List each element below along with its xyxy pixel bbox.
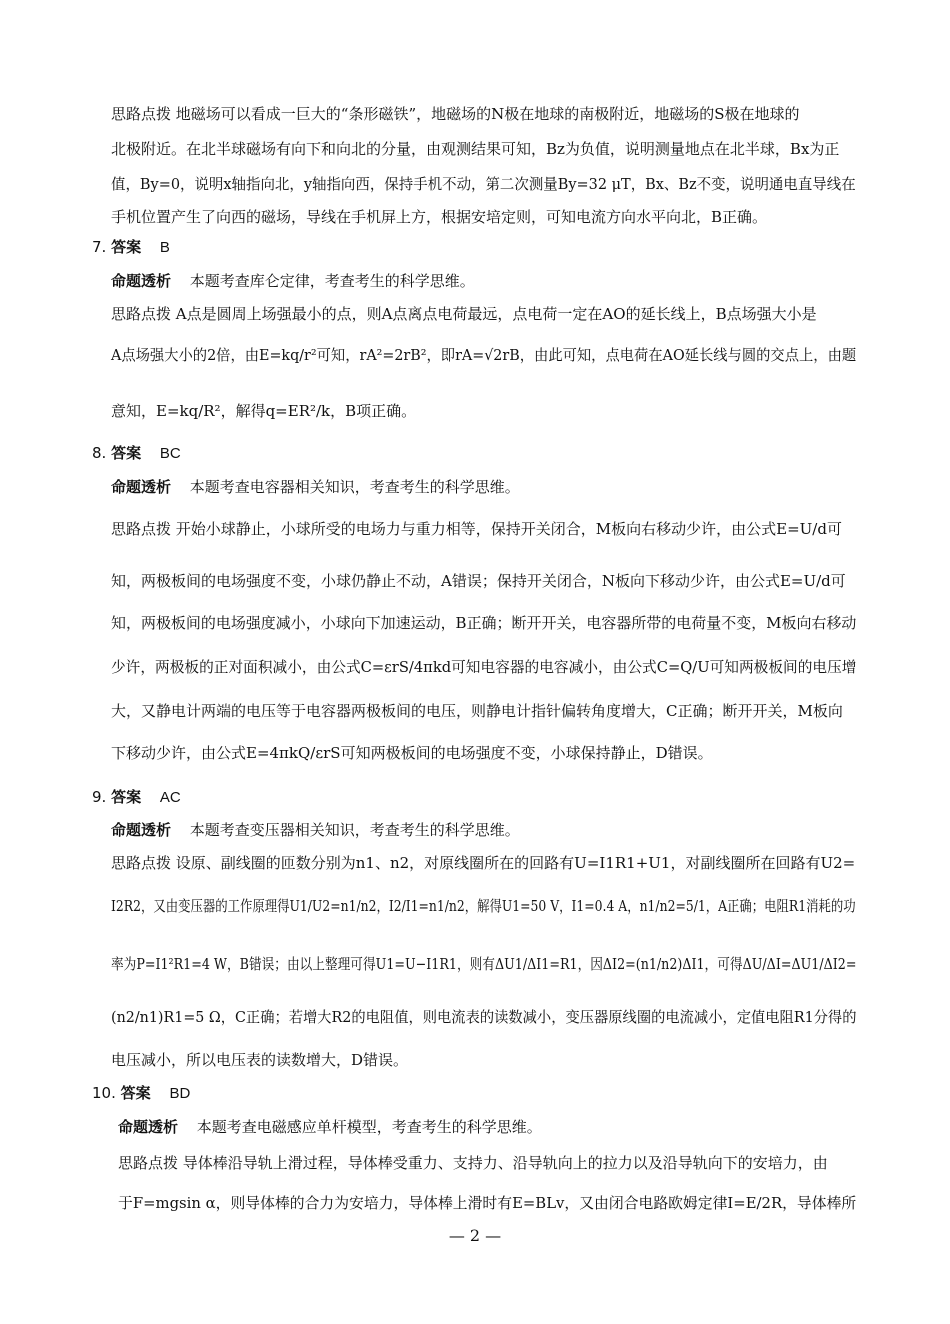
q7-line-1: 思路点拨 A点是圆周上场强最小的点，则A点离点电荷最远，点电荷一定在AO的延长线上，B点场强大小是 (111, 305, 817, 323)
q8-intent-text: 本题考查电容器相关知识，考查考生的科学思维。 (189, 478, 520, 496)
q9-line-3: 率为P=I1²R1=4 W，B错误；由以上整理可得U1=U−I1R1，则有ΔU1/ΔI1=R1，因ΔI2=(n1/n2)ΔI1，可得ΔU/ΔI=ΔU1/ΔI2= (111, 955, 857, 973)
q6-line-1: 思路点拨 地磁场可以看成一巨大的“条形磁铁”，地磁场的N极在地球的南极附近，地磁场的S极在地球的 (111, 105, 800, 123)
q8-line-1: 思路点拨 开始小球静止，小球所受的电场力与重力相等，保持开关闭合，M板向右移动少许，由公式E=U/d可 (111, 520, 842, 538)
q7-intent-text: 本题考查库仑定律，考查考生的科学思维。 (189, 272, 475, 290)
q9-line-5: 电压减小，所以电压表的读数增大，D错误。 (111, 1051, 409, 1069)
q6-line-4: 手机位置产生了向西的磁场，导线在手机屏上方，根据安培定则，可知电流方向水平向北，B正确。 (111, 208, 768, 226)
q10-intent-text: 本题考查电磁感应单杆模型，考查考生的科学思维。 (196, 1118, 542, 1136)
q10-answer-row (92, 1082, 190, 1105)
q7-intent-label: 命题透析 (111, 272, 172, 290)
q7-line-2: A点场强大小的2倍，由E=kq/r²可知，rA²=2rB²，即rA=√2rB，由此可知，点电荷在AO延长线与圆的交点上，由题 (111, 346, 857, 364)
q8-line-4: 少许，两极板的正对面积减小，由公式C=εrS/4πkd可知电容器的电容减小，由公式C=Q/U可知两极板间的电压增 (111, 658, 857, 676)
q9-answer-row (92, 786, 181, 809)
q9-number: 9. (92, 788, 107, 806)
q9-line-4: (n2/n1)R1=5 Ω，C正确；若增大R2的电阻值，则电流表的读数减小，变压器原线圈的电流减小，定值电阻R1分得的 (111, 1008, 857, 1026)
q7-answer-row (92, 236, 170, 259)
q8-intent-label: 命题透析 (111, 478, 172, 496)
q6-line-3: 值，By=0，说明x轴指向北，y轴指向西，保持手机不动，第二次测量By=32 μT，Bx、Bz不变，说明通电直导线在 (111, 175, 856, 193)
q8-line-3: 知，两极板间的电场强度减小，小球向下加速运动，B正确；断开开关，电容器所带的电荷量不变，M板向右移动 (111, 614, 857, 632)
q10-intent-label: 命题透析 (118, 1118, 179, 1136)
q7-intent-row (111, 270, 475, 292)
q10-answer-value: BD (169, 1085, 191, 1102)
q9-intent-label: 命题透析 (111, 821, 172, 839)
q7-answer-label: 答案 (111, 238, 142, 256)
q8-line-5: 大，又静电计两端的电压等于电容器两极板间的电压，则静电计指针偏转角度增大，C正确；断开开关，M板向 (111, 702, 843, 720)
q9-intent-text: 本题考查变压器相关知识，考查考生的科学思维。 (189, 821, 520, 839)
q8-answer-value: BC (159, 445, 181, 462)
q10-line-2: 于F=mgsin α，则导体棒的合力为安培力，导体棒上滑时有E=BLv，又由闭合电路欧姆定律I=E/2R，导体棒所 (118, 1194, 857, 1212)
q10-answer-label: 答案 (120, 1084, 151, 1102)
q9-answer-value: AC (159, 789, 181, 806)
q10-number: 10. (92, 1084, 116, 1102)
q7-answer-value: B (159, 239, 170, 256)
q8-line-2: 知，两极板间的电场强度不变，小球仍静止不动，A错误；保持开关闭合，N板向下移动少许，由公式E=U/d可 (111, 572, 846, 590)
q8-answer-row (92, 442, 181, 465)
q9-line-1: 思路点拨 设原、副线圈的匝数分别为n1、n2，对原线圈所在的回路有U=I1R1+U1，对副线圈所在回路有U2= (111, 854, 856, 872)
q8-intent-row (111, 476, 520, 498)
q10-intent-row (118, 1116, 542, 1138)
q8-answer-label: 答案 (111, 444, 142, 462)
q10-line-1: 思路点拨 导体棒沿导轨上滑过程，导体棒受重力、支持力、沿导轨向上的拉力以及沿导轨向下的安培力，由 (118, 1154, 828, 1172)
q8-number: 8. (92, 444, 107, 462)
q9-answer-label: 答案 (111, 788, 142, 806)
q6-line-2: 北极附近。在北半球磁场有向下和向北的分量，由观测结果可知，Bz为负值，说明测量地点在北半球，Bx为正 (111, 140, 840, 158)
q9-intent-row (111, 819, 520, 841)
q7-line-3: 意知，E=kq/R²，解得q=ER²/k，B项正确。 (111, 402, 417, 420)
q9-line-2: I2R2，又由变压器的工作原理得U1/U2=n1/n2，I2/I1=n1/n2，解得U1=50 V，I1=0.4 A，n1/n2=5/1，A正确；电阻R1消耗的功 (111, 897, 856, 915)
page-number: — 2 — (448, 1226, 502, 1245)
q8-line-6: 下移动少许，由公式E=4πkQ/εrS可知两极板间的电场强度不变，小球保持静止，D错误。 (111, 744, 713, 762)
q7-number: 7. (92, 238, 107, 256)
